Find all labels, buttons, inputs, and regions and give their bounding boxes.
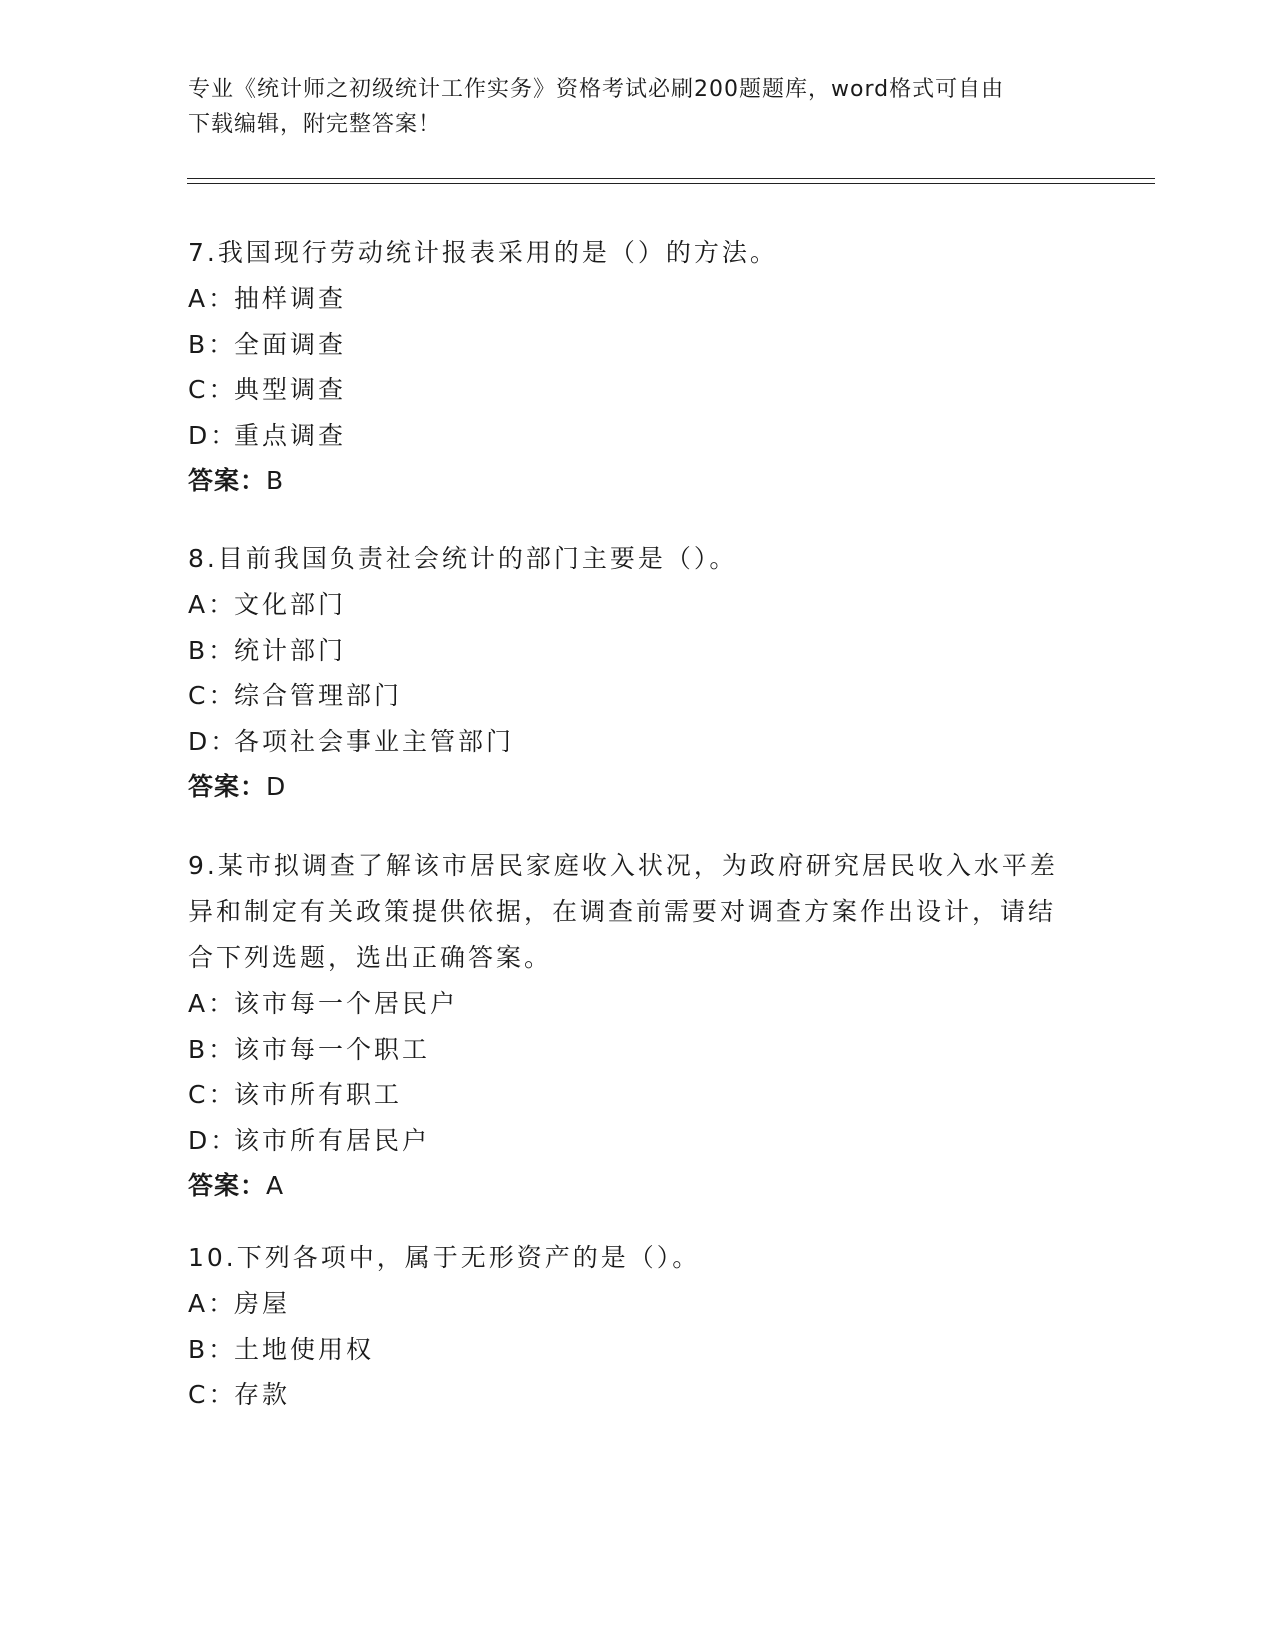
answer-line: [188, 764, 1078, 810]
option-text: 房屋: [234, 1289, 291, 1318]
header-divider-top: [187, 178, 1155, 179]
question-stem: 8.目前我国负责社会统计的部门主要是（）。: [188, 544, 738, 573]
question-10: [188, 1235, 1078, 1418]
option-text: 该市每一个职工: [234, 1034, 431, 1064]
option-a: [188, 1281, 1078, 1327]
option-c: [188, 367, 1078, 413]
answer-value: D: [266, 772, 287, 801]
option-letter: D：: [188, 1125, 239, 1155]
header-line-2: 下载编辑，附完整答案！: [188, 112, 442, 137]
option-a: [188, 276, 1078, 322]
option-c: [188, 1372, 1078, 1418]
question-9: [188, 843, 1078, 1209]
question-stem: 9.某市拟调查了解该市居民家庭收入状况，为政府研究居民收入水平差异和制定有关政策提供依据，在调查前需要对调查方案作出设计，请结合下列选题，选出正确答案。: [188, 851, 1058, 972]
option-d: [188, 1118, 1078, 1164]
answer-line: [188, 458, 1078, 504]
option-b: [188, 628, 1078, 674]
option-letter: A：: [188, 590, 237, 619]
question-7: [188, 230, 1078, 504]
option-text: 重点调查: [234, 420, 347, 450]
answer-value: A: [266, 1171, 285, 1200]
option-letter: A：: [188, 284, 237, 313]
option-text: 全面调查: [234, 329, 347, 359]
option-letter: C：: [188, 1080, 237, 1109]
option-letter: A：: [188, 989, 237, 1018]
option-letter: B：: [188, 1034, 237, 1064]
option-letter: D：: [188, 726, 239, 756]
answer-value: B: [266, 466, 285, 495]
option-d: [188, 719, 1078, 765]
option-b: [188, 1027, 1078, 1073]
option-letter: D：: [188, 420, 239, 450]
header-divider-bottom: [187, 183, 1155, 184]
option-text: 土地使用权: [234, 1334, 375, 1364]
option-letter: A：: [188, 1289, 237, 1318]
option-letter: B：: [188, 635, 237, 665]
option-text: 统计部门: [234, 635, 347, 665]
option-b: [188, 1327, 1078, 1373]
option-letter: B：: [188, 1334, 237, 1364]
answer-label: 答案：: [188, 772, 267, 801]
option-letter: C：: [188, 1380, 237, 1409]
option-text: 综合管理部门: [234, 681, 403, 710]
option-a: [188, 981, 1078, 1027]
option-a: [188, 582, 1078, 628]
answer-label: 答案：: [188, 466, 267, 495]
question-stem: 10.下列各项中，属于无形资产的是（）。: [188, 1243, 701, 1272]
option-text: 文化部门: [234, 590, 347, 619]
option-text: 该市所有居民户: [234, 1125, 431, 1155]
question-stem: 7.我国现行劳动统计报表采用的是（）的方法。: [188, 238, 778, 267]
header-line-1: 专业《统计师之初级统计工作实务》资格考试必刷200题题库，word格式可自由: [188, 77, 1005, 102]
answer-line: [188, 1163, 1078, 1209]
option-c: [188, 673, 1078, 719]
question-8: [188, 536, 1078, 810]
option-text: 各项社会事业主管部门: [234, 726, 515, 756]
answer-label: 答案：: [188, 1171, 267, 1200]
option-text: 典型调查: [234, 375, 347, 404]
option-c: [188, 1072, 1078, 1118]
option-text: 该市每一个居民户: [234, 989, 459, 1018]
document-header: [188, 72, 1088, 142]
option-b: [188, 322, 1078, 368]
option-letter: B：: [188, 329, 237, 359]
option-letter: C：: [188, 375, 237, 404]
option-text: 存款: [234, 1380, 291, 1409]
option-text: 抽样调查: [234, 284, 347, 313]
option-letter: C：: [188, 681, 237, 710]
option-text: 该市所有职工: [234, 1080, 403, 1109]
option-d: [188, 413, 1078, 459]
